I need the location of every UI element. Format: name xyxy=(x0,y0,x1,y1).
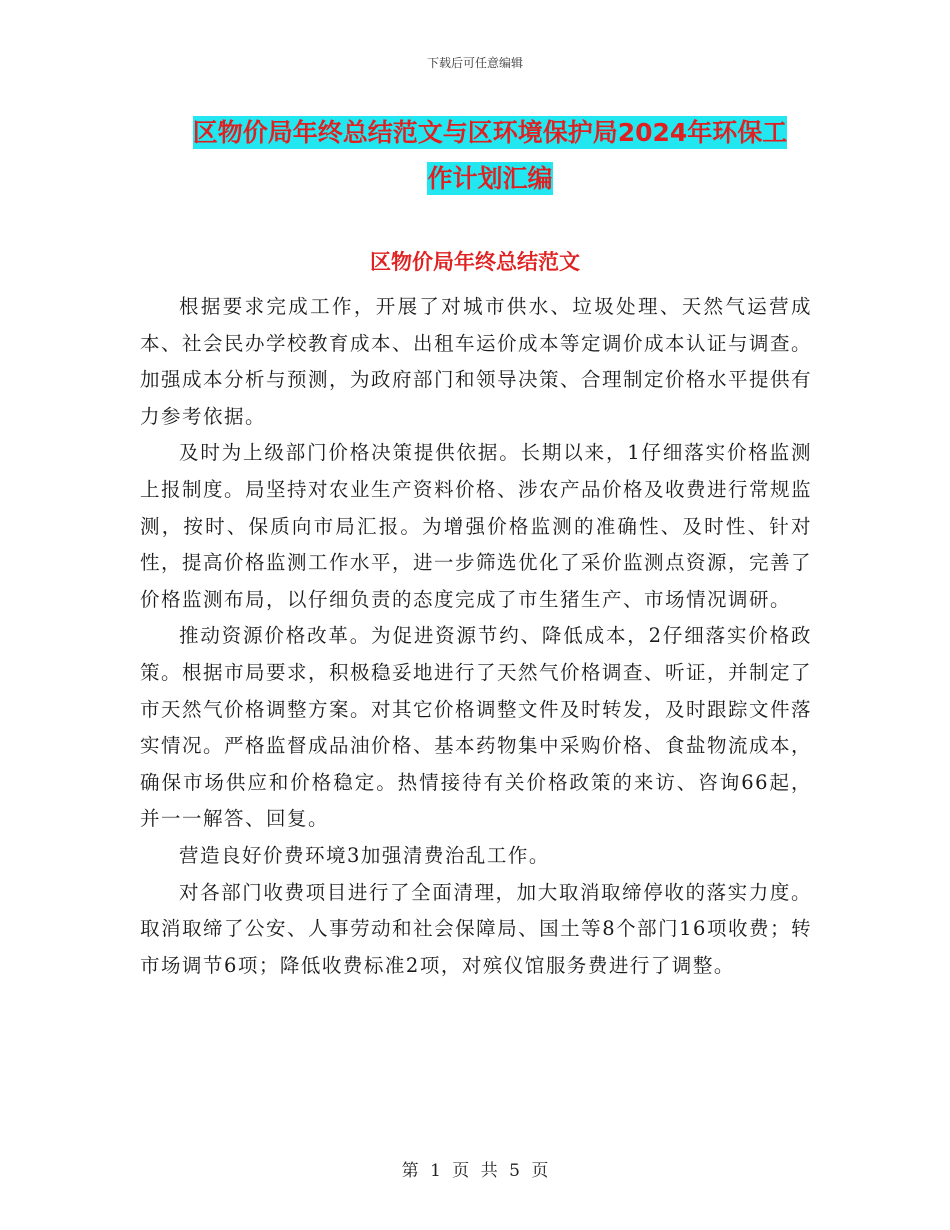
paragraph: 对各部门收费项目进行了全面清理，加大取消取缔停收的落实力度。取消取缔了公安、人事劳动和社会保障局、国土等8个部门16项收费；转市场调节6项；降低收费标准2项，对殡仪馆服务费进行了调整。 xyxy=(140,880,812,977)
paragraph: 及时为上级部门价格决策提供依据。长期以来，1仔细落实价格监测上报制度。局坚持对农业生产资料价格、涉农产品价格及收费进行常规监测，按时、保质向市局汇报。为增强价格监测的准确性、及时性、针对性，提高价格监测工作水平，进一步筛选优化了采价监测点资源，完善了价格监测布局，以仔细负责的态度完成了市生猪生产、市场情况调研。 xyxy=(140,441,813,611)
paragraph: 根据要求完成工作，开展了对城市供水、垃圾处理、天然气运营成本、社会民办学校教育成本、出租车运价成本等定调价成本认证与调查。加强成本分析与预测，为政府部门和领导决策、合理制定价格水平提供有力参考依据。 xyxy=(140,295,813,428)
page-number-footer: 第 1 页 共 5 页 xyxy=(401,1161,549,1181)
document-title-line-2: 作计划汇编 xyxy=(427,164,553,193)
header-note: 下载后可任意编辑 xyxy=(426,56,523,70)
paragraph: 推动资源价格改革。为促进资源节约、降低成本，2仔细落实价格政策。根据市局要求，积极稳妥地进行了天然气价格调查、听证，并制定了市天然气价格调整方案。对其它价格调整文件及时转发，及时跟踪文件落实情况。严格监督成品油价格、基本药物集中采购价格、食盐物流成本，确保市场供应和价格稳定。热情接待有关价格政策的来访、咨询66起，并一一解答、回复。 xyxy=(140,624,813,831)
section-heading: 区物价局年终总结范文 xyxy=(370,250,580,274)
paragraph: 营造良好价费环境3加强清费治乱工作。 xyxy=(179,843,550,867)
document-title xyxy=(140,110,840,202)
document-body xyxy=(140,289,812,984)
document-title-line-1: 区物价局年终总结范文与区环境保护局2024年环保工 xyxy=(192,118,788,147)
